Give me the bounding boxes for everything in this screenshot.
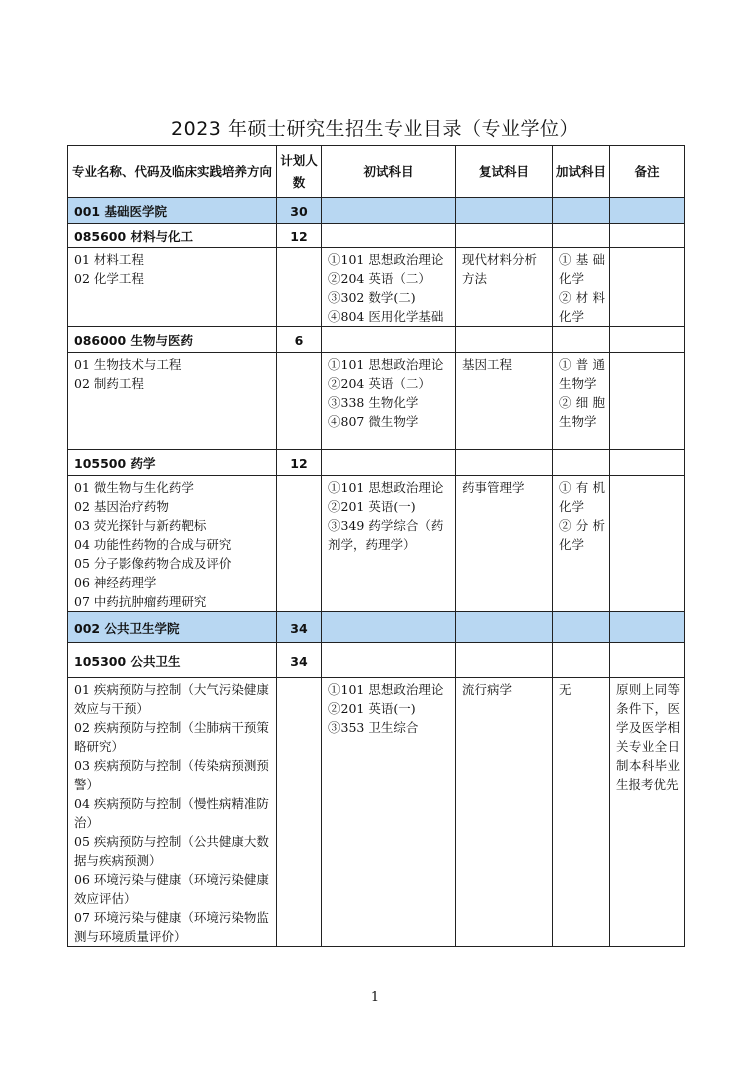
first-exam-list	[322, 248, 456, 327]
direction-item: 06 神经药理学	[74, 575, 157, 590]
second-exam: 基因工程	[456, 353, 553, 450]
exam-item: ②201 英语(一)	[328, 499, 416, 514]
major-name: 105300 公共卫生	[68, 643, 277, 678]
extra-exam-item: ① 普 通 生物学	[559, 357, 605, 391]
exam-item: ②204 英语（二）	[328, 376, 431, 391]
header-second-exam: 复试科目	[456, 146, 553, 198]
header-remark: 备注	[610, 146, 685, 198]
exam-item: ③349 药学综合（药剂学，药理学）	[328, 518, 444, 552]
extra-exam-item: ② 分 析 化学	[559, 518, 605, 552]
direction-item: 02 疾病预防与控制（尘肺病干预策略研究）	[74, 720, 269, 754]
second-exam: 流行病学	[456, 678, 553, 947]
direction-item: 01 微生物与生化药学	[74, 480, 194, 495]
major-plan: 12	[277, 450, 322, 476]
exam-item: ④807 微生物学	[328, 414, 419, 429]
extra-exam-item: ② 材 料 化学	[559, 290, 605, 324]
major-row	[68, 450, 685, 476]
exam-item: ①101 思想政治理论	[328, 252, 444, 267]
direction-item: 04 功能性药物的合成与研究	[74, 537, 232, 552]
direction-list	[68, 476, 277, 612]
school-plan: 34	[277, 612, 322, 643]
extra-exam	[553, 353, 610, 450]
exam-item: ①101 思想政治理论	[328, 682, 444, 697]
first-exam-list	[322, 678, 456, 947]
major-name: 105500 药学	[68, 450, 277, 476]
exam-item: ③353 卫生综合	[328, 720, 419, 735]
school-name: 001 基础医学院	[68, 198, 277, 224]
direction-item: 06 环境污染与健康（环境污染健康效应评估）	[74, 872, 269, 906]
major-row	[68, 643, 685, 678]
extra-exam-item: ① 有 机 化学	[559, 480, 605, 514]
exam-item: ③302 数学(二)	[328, 290, 416, 305]
exam-item: ④804 医用化学基础	[328, 309, 444, 324]
extra-exam-item: ② 细 胞 生物学	[559, 395, 605, 429]
major-row	[68, 224, 685, 248]
school-name: 002 公共卫生学院	[68, 612, 277, 643]
header-first-exam: 初试科目	[322, 146, 456, 198]
exam-item: ①101 思想政治理论	[328, 480, 444, 495]
extra-exam-item: ① 基 础 化学	[559, 252, 605, 286]
school-plan: 30	[277, 198, 322, 224]
direction-item: 01 材料工程	[74, 252, 144, 267]
direction-item: 05 分子影像药物合成及评价	[74, 556, 232, 571]
major-plan: 34	[277, 643, 322, 678]
extra-exam	[553, 248, 610, 327]
direction-item: 03 疾病预防与控制（传染病预测预警）	[74, 758, 269, 792]
second-exam: 药事管理学	[456, 476, 553, 612]
direction-item: 04 疾病预防与控制（慢性病精准防治）	[74, 796, 269, 830]
direction-list	[68, 248, 277, 327]
school-row	[68, 198, 685, 224]
direction-item: 01 生物技术与工程	[74, 357, 182, 372]
direction-item: 01 疾病预防与控制（大气污染健康效应与干预）	[74, 682, 269, 716]
direction-item: 05 疾病预防与控制（公共健康大数据与疾病预测）	[74, 834, 269, 868]
school-row	[68, 612, 685, 643]
direction-list	[68, 353, 277, 450]
first-exam-list	[322, 353, 456, 450]
major-detail-row	[68, 353, 685, 450]
direction-item: 07 环境污染与健康（环境污染物监测与环境质量评价）	[74, 910, 269, 944]
major-detail-row	[68, 248, 685, 327]
remark: 原则上同等条件下，医学及医学相关专业全日制本科毕业生报考优先	[610, 678, 685, 947]
major-name: 085600 材料与化工	[68, 224, 277, 248]
page-title: 2023 年硕士研究生招生专业目录（专业学位）	[171, 118, 579, 140]
exam-item: ①101 思想政治理论	[328, 357, 444, 372]
major-plan: 6	[277, 327, 322, 353]
header-row	[68, 146, 685, 198]
catalog-table	[67, 145, 685, 947]
major-detail-row	[68, 678, 685, 947]
major-row	[68, 327, 685, 353]
header-major: 专业名称、代码及临床实践培养方向	[68, 146, 277, 198]
header-extra-exam: 加试科目	[553, 146, 610, 198]
major-name: 086000 生物与医药	[68, 327, 277, 353]
direction-item: 02 基因治疗药物	[74, 499, 169, 514]
direction-list	[68, 678, 277, 947]
direction-item: 03 荧光探针与新药靶标	[74, 518, 207, 533]
extra-exam: 无	[553, 678, 610, 947]
second-exam: 现代材料分析方法	[456, 248, 553, 327]
direction-item: 07 中药抗肿瘤药理研究	[74, 594, 207, 609]
header-plan: 计划人数	[277, 146, 322, 198]
exam-item: ②201 英语(一)	[328, 701, 416, 716]
first-exam-list	[322, 476, 456, 612]
major-detail-row	[68, 476, 685, 612]
page-number: 1	[370, 990, 380, 1005]
exam-item: ②204 英语（二）	[328, 271, 431, 286]
direction-item: 02 制药工程	[74, 376, 144, 391]
major-plan: 12	[277, 224, 322, 248]
extra-exam	[553, 476, 610, 612]
direction-item: 02 化学工程	[74, 271, 144, 286]
exam-item: ③338 生物化学	[328, 395, 419, 410]
